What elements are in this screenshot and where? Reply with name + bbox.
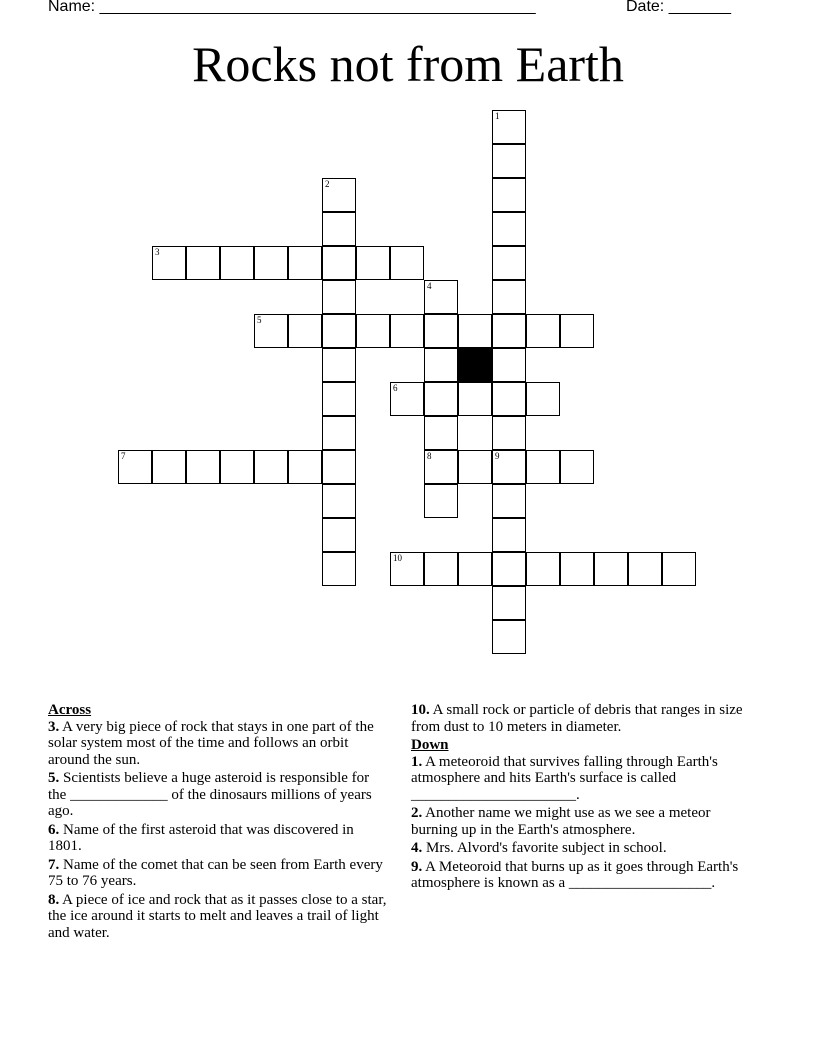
grid-cell[interactable] (152, 246, 186, 280)
grid-cell[interactable] (288, 314, 322, 348)
clue-item: 1. A meteoroid that survives falling through Earth's atmosphere and hits Earth's surface is called ______________________. (411, 753, 718, 803)
grid-cell[interactable] (322, 314, 356, 348)
grid-cell[interactable] (424, 416, 458, 450)
grid-cell[interactable] (322, 518, 356, 552)
clue-number: 6 (393, 383, 398, 393)
date-field[interactable]: Date: _______ (626, 0, 731, 15)
grid-cell[interactable] (424, 314, 458, 348)
grid-cell[interactable] (492, 382, 526, 416)
grid-cell[interactable] (288, 246, 322, 280)
grid-cell[interactable] (492, 552, 526, 586)
name-field[interactable]: Name: _________________________________________________ (48, 0, 536, 15)
grid-cell[interactable] (390, 246, 424, 280)
down-heading: Down (411, 737, 449, 753)
grid-cell[interactable] (186, 450, 220, 484)
clue-item: 10. A small rock or particle of debris that ranges in size from dust to 10 meters in diameter. (411, 702, 743, 735)
clue-number: 3 (155, 247, 160, 257)
grid-cell[interactable] (526, 382, 560, 416)
grid-cell[interactable] (118, 450, 152, 484)
grid-cell[interactable] (492, 314, 526, 348)
clue-item: 6. Name of the first asteroid that was discovered in 1801. (48, 821, 354, 854)
grid-cell[interactable] (458, 382, 492, 416)
clue-item: 4. Mrs. Alvord's favorite subject in school. (411, 840, 667, 856)
grid-cell[interactable] (492, 280, 526, 314)
grid-cell[interactable] (356, 314, 390, 348)
clue-number: 8 (427, 451, 432, 461)
grid-cell[interactable] (560, 314, 594, 348)
grid-cell[interactable] (526, 314, 560, 348)
clue-number: 4 (427, 281, 432, 291)
grid-cell[interactable] (662, 552, 696, 586)
grid-cell[interactable] (628, 552, 662, 586)
grid-cell[interactable] (322, 280, 356, 314)
grid-cell[interactable] (424, 450, 458, 484)
grid-cell[interactable] (220, 450, 254, 484)
grid-cell[interactable] (322, 212, 356, 246)
grid-cell[interactable] (254, 450, 288, 484)
grid-cell[interactable] (492, 110, 526, 144)
grid-cell[interactable] (390, 314, 424, 348)
grid-cell[interactable] (424, 348, 458, 382)
grid-cell[interactable] (492, 620, 526, 654)
grid-cell[interactable] (492, 178, 526, 212)
black-cell (458, 348, 492, 382)
grid-cell[interactable] (152, 450, 186, 484)
clues-left-column (48, 702, 388, 943)
grid-cell[interactable] (560, 552, 594, 586)
grid-cell[interactable] (492, 484, 526, 518)
clue-item: 5. Scientists believe a huge asteroid is responsible for the _____________ of the dinosaurs millions of years ago. (48, 770, 372, 819)
grid-cell[interactable] (424, 382, 458, 416)
grid-cell[interactable] (220, 246, 254, 280)
clue-item: 7. Name of the comet that can be seen from Earth every 75 to 76 years. (48, 856, 383, 889)
grid-cell[interactable] (458, 450, 492, 484)
grid-cell[interactable] (526, 552, 560, 586)
grid-cell[interactable] (288, 450, 322, 484)
grid-cell[interactable] (424, 280, 458, 314)
grid-cell[interactable] (526, 450, 560, 484)
clue-item: 2. Another name we might use as we see a meteor burning up in the Earth's atmosphere. (411, 805, 711, 838)
across-clues-list (48, 719, 388, 942)
grid-cell[interactable] (254, 246, 288, 280)
clue-item: 3. A very big piece of rock that stays in one part of the solar system most of the time and follows an orbit around the sun. (48, 718, 374, 768)
clue-number: 2 (325, 179, 330, 189)
grid-cell[interactable] (560, 450, 594, 484)
clue-item: 9. A Meteoroid that burns up as it goes through Earth's atmosphere is known as a ___________________. (411, 858, 739, 891)
grid-cell[interactable] (492, 348, 526, 382)
grid-cell[interactable] (322, 178, 356, 212)
grid-cell[interactable] (492, 518, 526, 552)
grid-cell[interactable] (186, 246, 220, 280)
grid-cell[interactable] (322, 552, 356, 586)
grid-cell[interactable] (322, 450, 356, 484)
grid-cell[interactable] (390, 382, 424, 416)
grid-cell[interactable] (356, 246, 390, 280)
clues-right-column (411, 702, 756, 894)
grid-cell[interactable] (594, 552, 628, 586)
across-heading: Across (48, 702, 92, 718)
grid-cell[interactable] (254, 314, 288, 348)
grid-cell[interactable] (492, 212, 526, 246)
grid-cell[interactable] (424, 552, 458, 586)
grid-cell[interactable] (492, 416, 526, 450)
grid-cell[interactable] (322, 416, 356, 450)
grid-cell[interactable] (322, 484, 356, 518)
clue-number: 9 (495, 451, 500, 461)
grid-cell[interactable] (458, 314, 492, 348)
grid-cell[interactable] (322, 348, 356, 382)
clue-number: 1 (495, 111, 500, 121)
page-title: Rocks not from Earth (192, 36, 624, 92)
clue-number: 7 (121, 451, 126, 461)
grid-cell[interactable] (322, 382, 356, 416)
grid-cell[interactable] (322, 246, 356, 280)
clue-number: 10 (393, 553, 402, 563)
grid-cell[interactable] (492, 586, 526, 620)
clue-item: 8. A piece of ice and rock that as it passes close to a star, the ice around it starts to melt and leaves a trail of light and water. (48, 891, 387, 941)
grid-cell[interactable] (492, 144, 526, 178)
grid-cell[interactable] (492, 450, 526, 484)
grid-cell[interactable] (492, 246, 526, 280)
grid-cell[interactable] (458, 552, 492, 586)
clue-number: 5 (257, 315, 262, 325)
grid-cell[interactable] (390, 552, 424, 586)
grid-cell[interactable] (424, 484, 458, 518)
